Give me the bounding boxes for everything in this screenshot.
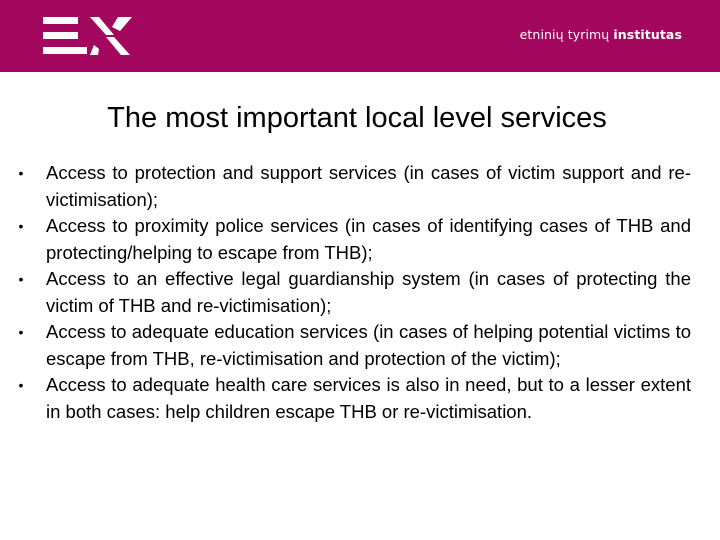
list-item [0,266,720,319]
list-item [0,319,720,372]
bullet-text: Access to protection and support services (in cases of victim support and re-victimisation); [46,162,691,210]
list-item [0,213,720,266]
institute-name-light: etninių tyrimų [519,27,610,42]
bullet-text: Access to an effective legal guardianship system (in cases of protecting the victim of THB and re-victimisation); [46,268,691,316]
institute-name-bold: institutas [613,27,682,42]
header-bar [0,0,720,72]
bullet-dot-icon: • [18,271,24,287]
bullet-dot-icon: • [18,218,24,234]
bullet-dot-icon: • [18,377,24,393]
bullet-list [0,160,720,425]
bullet-text: Access to adequate health care services is also in need, but to a lesser extent in both cases: help children escape THB or re-victimisation. [46,374,691,422]
bullet-text: Access to adequate education services (in cases of helping potential victims to escape from THB, re-victimisation and protection of the victim); [46,321,691,369]
list-item [0,160,720,213]
bullet-dot-icon: • [18,324,24,340]
institute-name [520,27,682,42]
slide-title: The most important local level services [107,102,607,134]
list-item [0,372,720,425]
bullet-text: Access to proximity police services (in cases of identifying cases of THB and protecting/helping to escape from THB); [46,215,691,263]
bullet-dot-icon: • [18,165,24,181]
etc-logo-icon [42,16,134,56]
